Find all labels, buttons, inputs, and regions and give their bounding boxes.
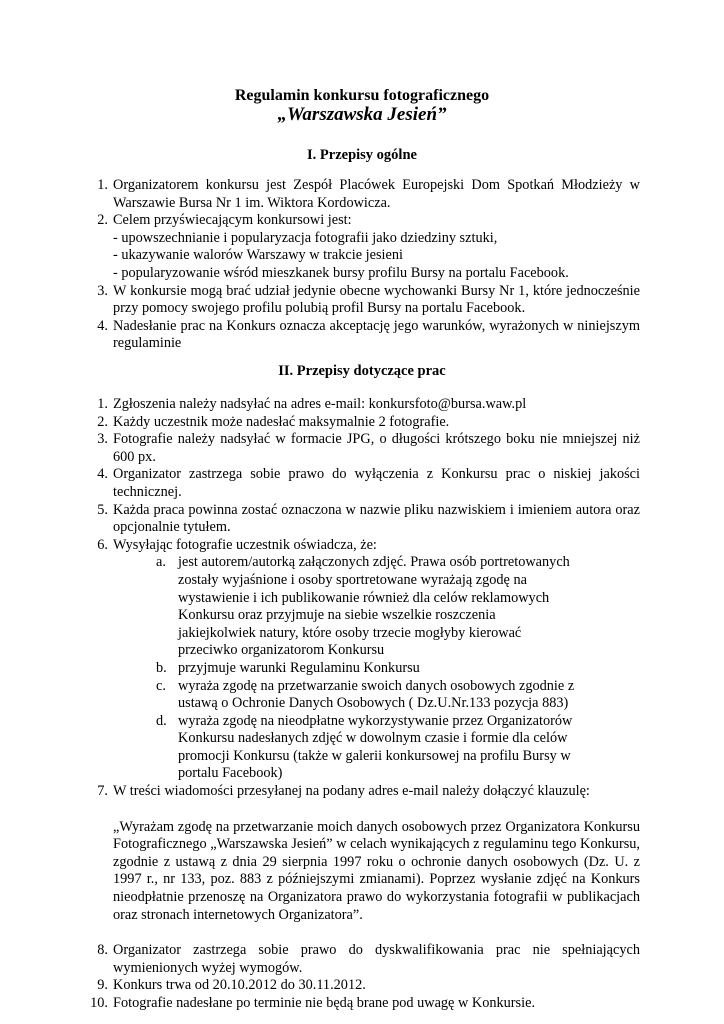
list-item	[0, 942, 724, 977]
list-item-text: Zgłoszenia należy nadsyłać na adres e-mail: konkursfoto@bursa.waw.pl	[113, 396, 527, 412]
list-item	[0, 783, 724, 924]
sublist-item	[156, 677, 575, 713]
list-item-text: Konkurs trwa od 20.10.2012 do 30.11.2012.	[113, 977, 366, 994]
list-item-text: W konkursie mogą brać udział jedynie obecne wychowanki Bursy Nr 1, które jednocześnie przy pomocy swojego profilu polubią profil Bursy na portalu Facebook.	[113, 282, 640, 317]
consent-clause: „Wyrażam zgodę na przetwarzanie moich danych osobowych przez Organizatora Konkursu Fotograficznego „Warszawska Jesień” w celach wynikających z regulaminu tego Konkursu, zgodnie z ustawą z dnia 29 sierpnia 1997 roku o ochronie danych osobowych (Dz. U. z 1997 r., nr 133, poz. 883 z późniejszymi zmianami). Poprzez wysłanie zdjęć na Konkurs nieodpłatnie przenoszę na Organizatora prawo do wykorzystania fotografii w publikacjach oraz stronach internetowych Organizatora”.	[113, 818, 640, 923]
list-item-number: 4.	[97, 466, 108, 483]
list-item	[0, 995, 724, 1013]
sublist-item	[156, 659, 575, 678]
list-item-number: 9.	[97, 977, 108, 994]
document-title: Regulamin konkursu fotograficznego	[234, 87, 490, 104]
list-item	[0, 431, 724, 466]
list-item-text: Wysyłając fotografie uczestnik oświadcza, że:	[113, 536, 377, 553]
list-item-number: 8.	[97, 942, 108, 959]
sublist-item-letter: c.	[156, 677, 166, 694]
section-heading-works: II. Przepisy dotyczące prac	[278, 363, 446, 379]
list-item	[0, 318, 724, 353]
list-item-text: Nadesłanie prac na Konkurs oznacza akceptację jego warunków, wyrażonych w niniejszym regulaminie	[113, 317, 640, 352]
list-item	[0, 212, 724, 282]
list-item-content	[113, 212, 640, 282]
sublist-item-text: wyraża zgodę na nieodpłatne wykorzystywanie przez Organizatorów Konkursu nadesłanych zdjęć w dowolnym czasie i formie dla celów promocji Konkursu (także w galerii konkursowej na profilu Bursy w portalu Facebook)	[178, 712, 573, 782]
sublist-item	[156, 712, 575, 783]
goal-line: - upowszechnianie i popularyzacja fotografii jako dziedziny sztuki,	[113, 229, 498, 246]
list-item	[0, 396, 724, 414]
list-item-number: 3.	[97, 282, 108, 299]
list-item-content	[113, 537, 640, 783]
list-item-text: Organizator zastrzega sobie prawo do dyskwalifikowania prac nie spełniających wymienionych wyżej wymogów.	[113, 942, 640, 976]
sublist-item-letter: a.	[156, 554, 166, 571]
list-item-number: 1.	[97, 177, 108, 193]
document-subtitle: „Warszawska Jesień”	[277, 104, 447, 125]
sublist-item-text: przyjmuje warunki Regulaminu Konkursu	[178, 659, 420, 676]
list-item	[0, 283, 724, 318]
sublist-item-text: jest autorem/autorką załączonych zdjęć. Prawa osób portretowanych zostały wyjaśnione i osoby sportretowane wyrażają zgodę na wystawienie i ich publikowanie również dla celów reklamowych Konkursu oraz przyjmuje na siebie wszelkie roszczenia jakiejkolwiek natury, które osoby trzecie mogłyby kierować przeciwko organizatorom Konkursu	[178, 554, 570, 659]
list-item-number: 10.	[90, 995, 108, 1011]
section-heading-general: I. Przepisy ogólne	[307, 147, 417, 163]
list-item-text: Fotografie nadesłane po terminie nie będą brane pod uwagę w Konkursie.	[113, 995, 536, 1011]
list-item-number: 7.	[97, 783, 108, 800]
list-item-number: 2.	[97, 212, 108, 229]
list-item	[0, 414, 724, 432]
list-item-number: 4.	[97, 317, 108, 334]
sublist-item-letter: b.	[156, 659, 167, 676]
goal-line: - popularyzowanie wśród mieszkanek bursy profilu Bursy na portalu Facebook.	[113, 264, 569, 281]
list-item-text: Każda praca powinna zostać oznaczona w nazwie pliku nazwiskiem i imieniem autora oraz opcjonalnie tytułem.	[113, 501, 640, 536]
sublist-item-text: wyraża zgodę na przetwarzanie swoich danych osobowych zgodnie z ustawą o Ochronie Danych Osobowych ( Dz.U.Nr.133 pozycja 883)	[178, 677, 575, 712]
list-item-number: 3.	[97, 431, 108, 448]
list-item-number: 1.	[97, 396, 108, 412]
works-rules-list	[0, 396, 724, 1013]
general-rules-list	[0, 177, 724, 353]
list-item-number: 2.	[97, 413, 108, 430]
sublist-item	[156, 554, 575, 660]
sublist-item-letter: d.	[156, 712, 167, 729]
list-item-number: 5.	[97, 501, 108, 518]
list-item-text: Celem przyświecającym konkursowi jest:	[113, 212, 352, 229]
list-item	[0, 177, 724, 212]
list-item	[0, 977, 724, 995]
list-item-text: Organizatorem konkursu jest Zespół Placówek Europejski Dom Spotkań Młodzieży w Warszawie Bursa Nr 1 im. Wiktora Kordowicza.	[113, 177, 640, 211]
list-item-text: Fotografie należy nadsyłać w formacie JPG, o długości krótszego boku nie mniejszej niż 600 px.	[113, 431, 640, 465]
list-item	[0, 466, 724, 501]
list-item-content	[113, 783, 640, 924]
list-item	[0, 502, 724, 537]
list-item-number: 6.	[97, 536, 108, 553]
list-item-text: Organizator zastrzega sobie prawo do wyłączenia z Konkursu prac o niskiej jakości technicznej.	[113, 466, 640, 500]
list-item-text: W treści wiadomości przesyłanej na podany adres e-mail należy dołączyć klauzulę:	[113, 783, 590, 800]
list-item-text: Każdy uczestnik może nadesłać maksymalnie 2 fotografie.	[113, 413, 450, 430]
list-item	[0, 537, 724, 783]
goal-line: - ukazywanie walorów Warszawy w trakcie jesieni	[113, 247, 403, 264]
